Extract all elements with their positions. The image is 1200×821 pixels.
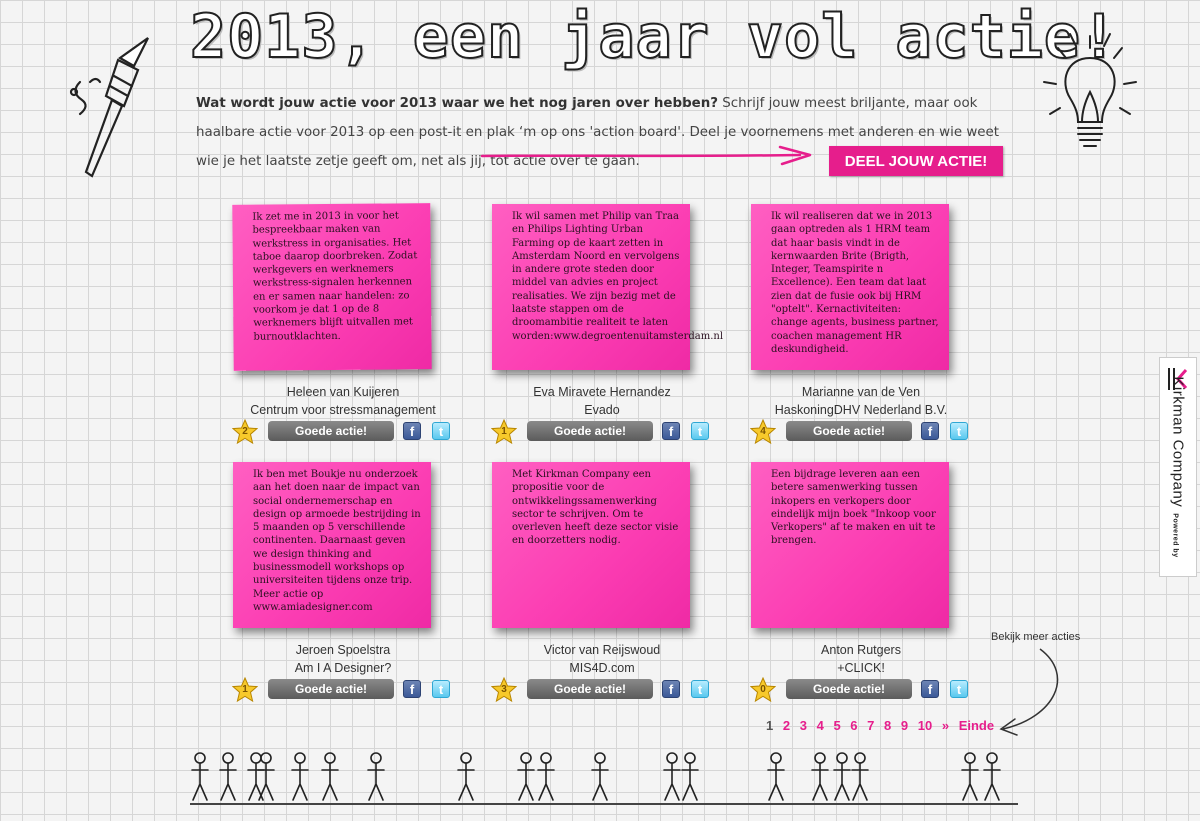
vote-button[interactable]: Goede actie! <box>268 679 394 699</box>
post-it-note <box>232 203 431 371</box>
pagination <box>766 718 1000 733</box>
facebook-share-icon[interactable]: f <box>662 680 680 698</box>
page-title: 2013, een jaar vol actie! <box>190 2 1119 72</box>
facebook-share-icon[interactable]: f <box>921 422 939 440</box>
vote-count: 0 <box>760 684 766 695</box>
vote-button[interactable]: Goede actie! <box>527 679 653 699</box>
note-text: Een bijdrage leveren aan een betere samenwerking tussen inkopers en verkopers door eindelijk mijn boek "Inkoop voor Verkopers" af te maken en uit te brengen. <box>771 469 936 547</box>
author-name: Heleen van Kuijeren <box>286 385 400 399</box>
page-link[interactable]: 7 <box>867 718 875 733</box>
author-block <box>213 641 473 677</box>
twitter-share-icon[interactable]: t <box>691 680 709 698</box>
facebook-share-icon[interactable]: f <box>662 422 680 440</box>
page-link[interactable]: 4 <box>816 718 824 733</box>
twitter-share-icon[interactable]: t <box>432 422 450 440</box>
facebook-share-icon[interactable]: f <box>921 680 939 698</box>
vote-button[interactable]: Goede actie! <box>786 421 912 441</box>
kirkman-company-tab[interactable] <box>1159 357 1197 577</box>
author-block <box>731 641 991 677</box>
vote-count: 1 <box>501 426 507 437</box>
vote-button[interactable]: Goede actie! <box>786 679 912 699</box>
vote-count: 1 <box>242 684 248 695</box>
note-text: Ik ben met Boukje nu onderzoek aan het doen naar de impact van social ondernemerschap en design op armoede bestrijding in 5 maanden op 5 verschillende continenten. Daarnaast geven we design thinking and businessmodell workshops op universiteiten tijdens onze trip. Meer actie op www.amiadesigner.com <box>253 469 421 613</box>
powered-by-label: Powered by <box>1171 513 1179 558</box>
author-org: +CLICK! <box>837 661 885 675</box>
page-link[interactable]: 6 <box>850 718 858 733</box>
vote-count: 3 <box>501 684 507 695</box>
stick-figures-illustration <box>190 752 1020 810</box>
next-page-link[interactable]: » <box>941 718 950 733</box>
vote-count-star-icon <box>491 677 517 703</box>
see-more-label: Bekijk meer acties <box>991 631 1081 643</box>
page-link[interactable]: 8 <box>884 718 892 733</box>
vote-count-star-icon <box>750 677 776 703</box>
brand-name: Kirkman CompanyPowered by <box>1169 376 1187 558</box>
page-link[interactable]: 5 <box>833 718 841 733</box>
author-block <box>472 641 732 677</box>
page-link[interactable]: 9 <box>900 718 909 733</box>
author-name: Victor van Reijswoud <box>543 643 661 657</box>
author-block <box>213 383 473 419</box>
note-text: Ik zet me in 2013 in voor het bespreekbaar maken van werkstress in organisaties. Het taboe daarop doorbreken. Zodat werkgevers en werknemers werkstress-signalen herkennen en er samen naar handelen: zo voorkom je dat 1 op de 8 werknemers blijft uitvallen met burnoutklachten. <box>252 210 418 343</box>
author-org: HaskoningDHV Nederland B.V. <box>774 403 948 417</box>
rocket-doodle-icon <box>62 30 172 180</box>
author-block <box>731 383 991 419</box>
post-it-note <box>233 462 431 628</box>
twitter-share-icon[interactable]: t <box>691 422 709 440</box>
author-org: MIS4D.com <box>569 661 635 675</box>
intro-body: Schrijf jouw meest briljante, maar ook haalbare actie voor 2013 op een post-it en plak ‘m op ons 'action board'. Deel je voornemens met anderen en wie weet wie je het laatste zetje geeft om, net als jij, tot actie over te gaan. <box>196 96 999 169</box>
author-name: Jeroen Spoelstra <box>295 643 391 657</box>
vote-count: 4 <box>760 426 766 437</box>
twitter-share-icon[interactable]: t <box>950 680 968 698</box>
twitter-share-icon[interactable]: t <box>432 680 450 698</box>
vote-button[interactable]: Goede actie! <box>527 421 653 441</box>
author-block <box>472 383 732 419</box>
author-name: Anton Rutgers <box>821 643 901 657</box>
page-link[interactable]: 10 <box>917 718 933 733</box>
post-it-note <box>492 462 690 628</box>
post-it-note <box>751 462 949 628</box>
vote-count-star-icon <box>232 419 258 445</box>
author-name: Eva Miravete Hernandez <box>533 385 671 399</box>
lightbulb-doodle-icon <box>1030 30 1150 170</box>
vote-count-star-icon <box>750 419 776 445</box>
author-org: Centrum voor stressmanagement <box>250 403 436 417</box>
twitter-share-icon[interactable]: t <box>950 422 968 440</box>
curved-arrow-icon <box>995 645 1075 737</box>
page-link[interactable]: 2 <box>782 718 791 733</box>
post-it-note <box>751 204 949 370</box>
page-link[interactable]: 3 <box>799 718 807 733</box>
note-text: Met Kirkman Company een propositie voor de ontwikkelingssamenwerking sector te schrijven. Om te overleven heeft deze sector visie en doorzetters nodig. <box>512 469 679 547</box>
post-it-note <box>492 204 724 370</box>
note-text: Ik wil realiseren dat we in 2013 gaan optreden als 1 HRM team dat haar basis vindt in de kernwaarden Brite (Brigth, Integer, Teamspirite n Excellence). Een team dat laat zien dat de fusie ook bij HRM "optelt". Kernactiviteiten: change agents, business partner, coachen management HR deskundigheid. <box>771 211 939 355</box>
share-action-button[interactable]: DEEL JOUW ACTIE! <box>829 146 1003 176</box>
note-text: Ik wil samen met Philip van Traa en Philips Lighting Urban Farming op de kaart zetten in Amsterdam Noord en vervolgens in andere grote steden door middel van advies en project realisaties. We zijn bezig met de laatste stappen om de droomambitie realiteit te laten worden:www.degroentenuitamsterdam.nl <box>512 211 724 342</box>
vote-count-star-icon <box>491 419 517 445</box>
vote-count-star-icon <box>232 677 258 703</box>
intro-question: Wat wordt jouw actie voor 2013 waar we het nog jaren over hebben? <box>196 96 719 111</box>
vote-count: 2 <box>242 426 248 437</box>
pink-arrow-icon <box>480 144 815 168</box>
vote-button[interactable]: Goede actie! <box>268 421 394 441</box>
author-org: Evado <box>584 403 620 417</box>
facebook-share-icon[interactable]: f <box>403 422 421 440</box>
last-page-link[interactable]: Einde <box>958 718 995 733</box>
author-name: Marianne van de Ven <box>801 385 921 399</box>
page-current: 1 <box>766 718 774 733</box>
author-org: Am I A Designer? <box>294 661 392 675</box>
facebook-share-icon[interactable]: f <box>403 680 421 698</box>
